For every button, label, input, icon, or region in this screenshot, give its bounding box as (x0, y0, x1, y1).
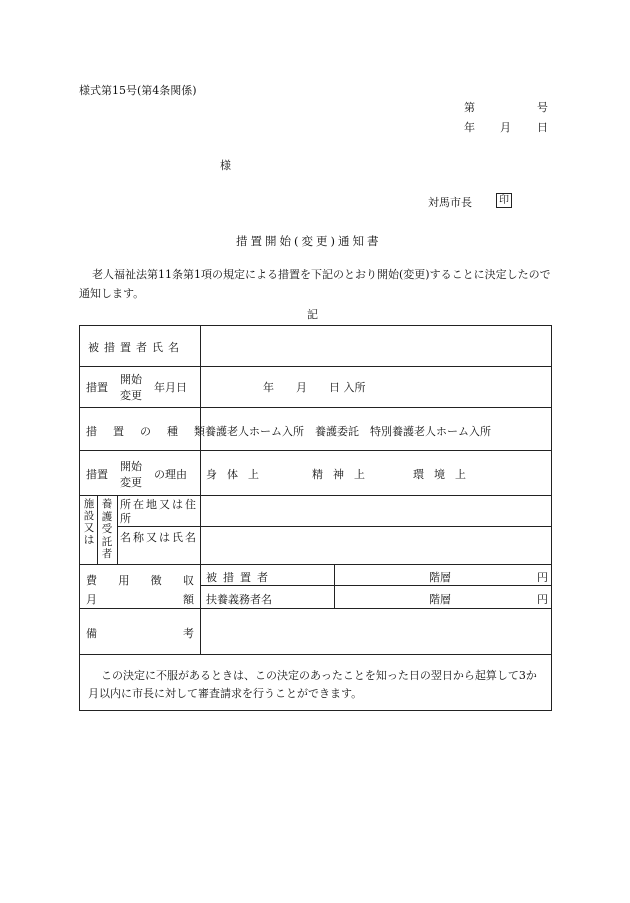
fee-row-guardian-tier: 階層 (429, 593, 451, 606)
body-text: 老人福祉法第11条第1項の規定による措置を下記のとおり開始(変更)することに決定したので通知します。 (79, 268, 551, 300)
appeal-note: この決定に不服があるときは、この決定のあったことを知った日の翌日から起算して3か月以内に市長に対して審査請求を行うことができます。 (88, 669, 537, 700)
date-row-value: 年 月 日 入所 (263, 381, 366, 394)
reason-prefix: 措置 (86, 468, 108, 481)
fee-row-subject-tier: 階層 (429, 571, 451, 584)
date-day: 日 (537, 121, 548, 134)
issuer-title: 対馬市長 (428, 196, 472, 209)
reason-top: 開始 (120, 460, 142, 473)
reason-option-environment: 環境上 (413, 468, 476, 481)
date-row-prefix: 措置 (86, 381, 108, 394)
seal-stamp (496, 193, 512, 208)
facility-address-label: 所在地又は住所 (120, 498, 196, 525)
fee-label-top: 費用徴収 (86, 574, 194, 587)
type-label: 措置の種類 (86, 425, 221, 438)
notice-table (79, 325, 552, 711)
remarks-field[interactable] (201, 609, 551, 654)
date-row-bottom: 変更 (120, 389, 142, 402)
fee-row-subject-unit: 円 (537, 571, 548, 584)
fee-row-guardian-who: 扶養義務者名 (206, 593, 272, 606)
addressee-suffix: 様 (220, 159, 231, 172)
reason-suffix: の理由 (154, 468, 187, 481)
subject-name-label: 被措置者氏名 (88, 341, 184, 354)
date-year: 年 (464, 121, 475, 134)
doc-number-dai: 第 (464, 101, 475, 114)
fee-row-guardian-unit: 円 (537, 593, 548, 606)
doc-number-go: 号 (537, 101, 548, 114)
doc-title: 措置開始(変更)通知書 (236, 234, 382, 248)
fee-label-bottom: 月額 (86, 593, 194, 606)
remarks-label: 備考 (86, 627, 194, 640)
facility-name-label: 名称又は氏名 (120, 531, 196, 544)
fee-row-subject-who: 被措置者 (206, 571, 274, 584)
appeal-note-cell (80, 655, 551, 710)
reason-option-physical: 身体上 (206, 468, 269, 481)
form-number: 様式第15号(第4条関係) (79, 84, 197, 97)
ki-label: 記 (307, 308, 318, 321)
reason-bottom: 変更 (120, 476, 142, 489)
subject-name-field[interactable] (201, 326, 551, 366)
facility-address-field[interactable] (201, 496, 551, 526)
date-month: 月 (500, 121, 511, 134)
date-row-suffix: 年月日 (154, 381, 187, 394)
date-row-top: 開始 (120, 373, 142, 386)
facility-col1-label: 施設又は (83, 498, 95, 546)
facility-name-field[interactable] (201, 527, 551, 564)
type-value: 養護老人ホーム入所 養護委託 特別養護老人ホーム入所 (205, 425, 491, 438)
seal-label: 印 (496, 193, 512, 208)
facility-col2-label: 養護受託者 (101, 498, 113, 560)
reason-option-mental: 精神上 (312, 468, 375, 481)
